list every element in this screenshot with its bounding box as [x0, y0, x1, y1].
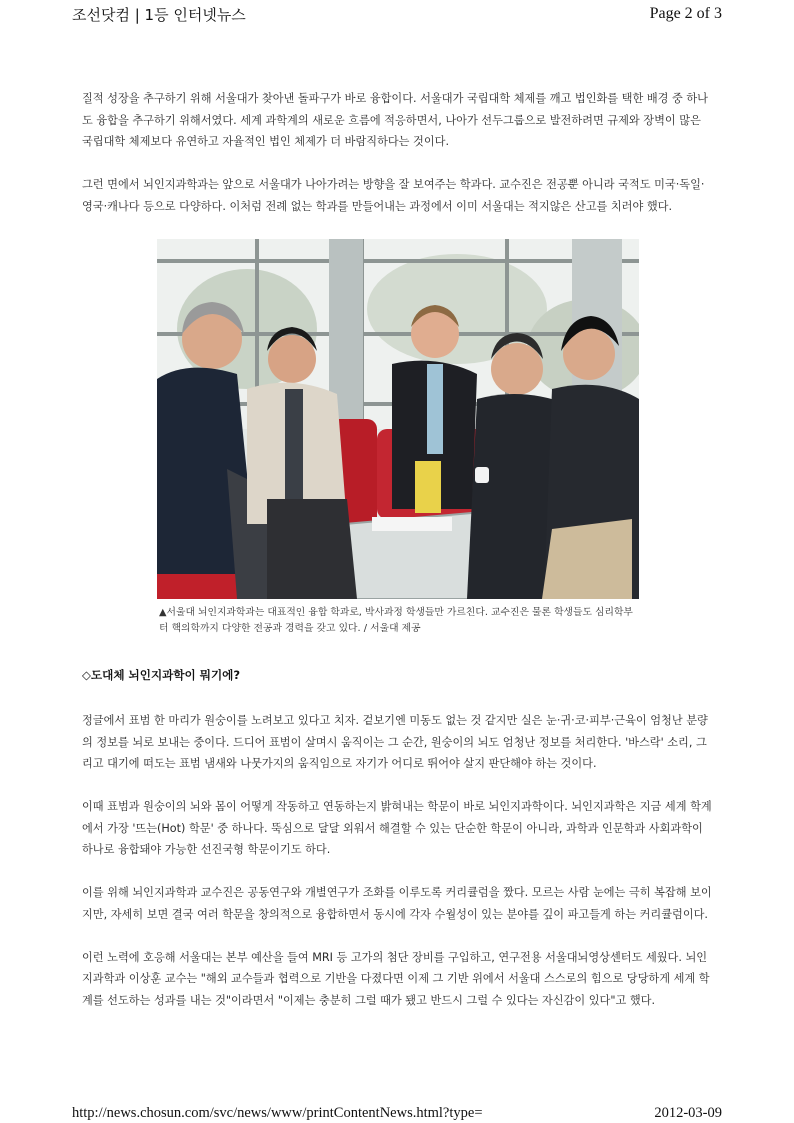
print-header [72, 0, 722, 28]
article-paragraph: 그런 면에서 뇌인지과학과는 앞으로 서울대가 나아가려는 방향을 잘 보여주는 학과다. 교수진은 전공뿐 아니라 국적도 미국·독일·영국·캐나다 등으로 다양하다. 이처럼 전례 없는 학과를 만들어내는 과정에서 이미 서울대는 적지않은 산고를 치러야 했다. [82, 178, 705, 213]
print-footer [72, 1104, 722, 1122]
group-photo [157, 239, 639, 599]
article-paragraph: 이런 노력에 호응해 서울대는 본부 예산을 들여 MRI 등 고가의 첨단 장비를 구입하고, 연구전용 서울대뇌영상센터도 세웠다. 뇌인지과학과 이상훈 교수는 "해외 교수들과 협력으로 기반을 다졌다면 이제 그 기반 위에서 서울대 스스로의 힘으로 당당하게 세계 학계를 선도하는 성과를 내는 것"이라면서 "이제는 충분히 그럴 때가 됐고 반드시 그럴 수 있다는 자신감이 있다"고 했다. [82, 950, 710, 1007]
photo-caption: ▲서울대 뇌인지과학과는 대표적인 융합 학과로, 박사과정 학생들만 가르친다. 교수진은 물론 학생들도 심리학부터 핵의학까지 다양한 전공과 경력을 갖고 있다. / 서울대 제공 [159, 606, 633, 634]
page-indicator: Page 2 of 3 [649, 5, 722, 22]
photo-illustration [157, 239, 639, 599]
article-paragraph: 이때 표범과 원숭이의 뇌와 몸이 어떻게 작동하고 연동하는지 밝혀내는 학문이 바로 뇌인지과학이다. 뇌인지과학은 지금 세계 학계에서 가장 '뜨는(Hot) 학문' 중 하나다. 뚝심으로 달달 외워서 해결할 수 있는 단순한 학문이 아니라, 과학과 인문학과 사회과학이 하나로 융합돼야 가능한 선진국형 학문이기도 하다. [82, 800, 712, 856]
article-paragraph: 이를 위해 뇌인지과학과 교수진은 공동연구와 개별연구가 조화를 이루도록 커리큘럼을 짰다. 모르는 사람 눈에는 극히 복잡해 보이지만, 자세히 보면 결국 여러 학문을 창의적으로 융합하면서 동시에 각자 수월성이 있는 분야를 깊이 파고들게 하는 커리큘럼이다. [82, 886, 712, 921]
section-subheading: ◇도대체 뇌인지과학이 뭐기에? [82, 667, 241, 682]
article-body [82, 88, 714, 1033]
page-url: http://news.chosun.com/svc/news/www/printContentNews.html?type= [72, 1104, 483, 1121]
article-paragraph: 정글에서 표범 한 마리가 원숭이를 노려보고 있다고 치자. 겉보기엔 미동도 없는 것 같지만 실은 눈·귀·코·피부·근육이 엄청난 분량의 정보를 뇌로 보내는 중이다. 드디어 표범이 살며시 움직이는 그 순간, 원숭이의 뇌도 엄청난 정보를 처리한다. '바스락' 소리, 그리고 대기에 떠도는 표범 냄새와 나뭇가지의 움직임으로 자기가 어디로 뛰어야 살지 판단해야 하는 것이다. [82, 714, 708, 770]
print-date: 2012-03-09 [654, 1104, 722, 1121]
article-paragraph: 질적 성장을 추구하기 위해 서울대가 찾아낸 돌파구가 바로 융합이다. 서울대가 국립대학 체제를 깨고 법인화를 택한 배경 중 하나도 융합을 추구하기 위해서였다. 세계 과학계의 새로운 흐름에 적응하면서, 나아가 선두그룹으로 발전하려면 규제와 장벽이 많은 국립대학 체제보다 유연하고 자율적인 법인 체제가 더 바람직하다는 것이다. [82, 92, 708, 148]
site-title: 조선닷컴 | 1등 인터넷뉴스 [72, 5, 246, 24]
photo-figure [157, 239, 639, 637]
